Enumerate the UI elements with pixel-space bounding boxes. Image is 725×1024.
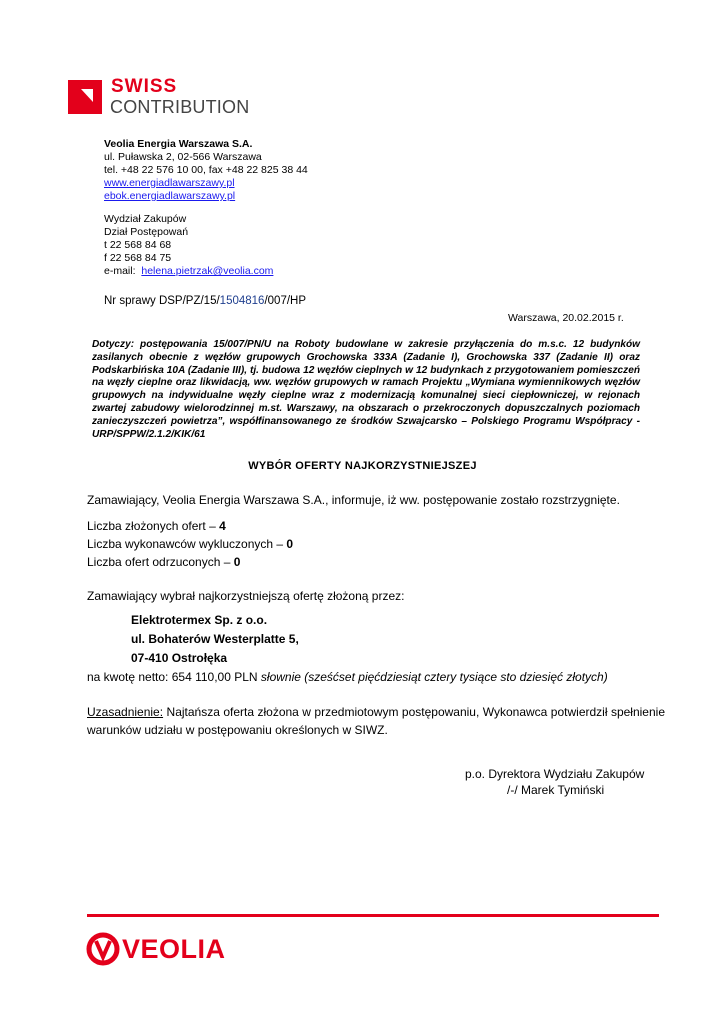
signature-title: p.o. Dyrektora Wydziału Zakupów [465,767,645,781]
count-offers: Liczba złożonych ofert – 4 [87,519,226,533]
ebok-link[interactable]: ebok.energiadlawarszawy.pl [104,190,236,202]
justification-text: Najtańsza oferta złożona w przedmiotowym postępowaniu, Wykonawca potwierdził spełnienie warunków udziału w postępowaniu określonych w SIWZ. [87,705,665,737]
company-name: Veolia Energia Warszawa S.A. [104,138,253,150]
company-street: ul. Puławska 2, 02-566 Warszawa [104,151,262,163]
case-suffix: /007/HP [264,295,307,307]
case-number [104,295,306,307]
footer-divider [87,914,659,917]
swiss-flag-icon [68,80,102,114]
case-number-value: 1504816 [219,295,265,307]
department-block [104,213,273,278]
amount-value: na kwotę netto: 654 110,00 PLN [87,670,261,684]
document-date: Warszawa, 20.02.2015 r. [508,312,624,324]
website-link[interactable]: www.energiadlawarszawy.pl [104,177,235,189]
selected-intro: Zamawiający wybrał najkorzystniejszą ofertę złożoną przez: [87,589,405,603]
amount-words: słownie (sześćset pięćdziesiąt cztery tysiące sto dziesięć złotych) [260,670,608,684]
intro-paragraph: Zamawiający, Veolia Energia Warszawa S.A., informuje, iż ww. postępowanie zostało rozstrzygnięte. [87,493,620,507]
case-prefix: Nr sprawy DSP/PZ/15/ [104,295,220,307]
veolia-logo-icon [85,931,121,972]
department-name: Wydział Zakupów [104,213,187,225]
sender-address [104,138,308,203]
logo-contribution-text: CONTRIBUTION [110,97,250,117]
department-fax: f 22 568 84 75 [104,252,172,264]
winner-block [131,611,299,668]
justification-label: Uzasadnienie: [87,705,164,719]
email-link[interactable]: helena.pietrzak@veolia.com [141,265,274,277]
winner-name: Elektrotermex Sp. z o.o. [131,613,268,627]
amount-line [87,668,608,686]
counts-list [87,517,293,571]
winner-street: ul. Bohaterów Westerplatte 5, [131,632,299,646]
justification-paragraph [87,703,665,739]
signature-name: /-/ Marek Tymiński [507,783,605,797]
logo-swiss-text: SWISS [111,76,178,97]
department-phone: t 22 568 84 68 [104,239,172,251]
document-heading: WYBÓR OFERTY NAJKORZYSTNIEJSZEJ [248,460,477,472]
email-label: e-mail: [104,265,136,277]
count-rejected: Liczba ofert odrzuconych – 0 [87,555,241,569]
veolia-logo-text: VEOLIA [122,934,226,964]
company-phone: tel. +48 22 576 10 00, fax +48 22 825 38 44 [104,164,308,176]
winner-city: 07-410 Ostrołęka [131,651,228,665]
division-name: Dział Postępowań [104,226,189,238]
signature-block [465,766,644,798]
count-excluded: Liczba wykonawców wykluczonych – 0 [87,537,294,551]
subject-paragraph: Dotyczy: postępowania 15/007/PN/U na Roboty budowlane w zakresie przyłączenia do m.s.c. 12 budynków zasilanych obecnie z węzłów grupowych Grochowska 333A (Zadanie I), Grochowska 337 (Zadanie II) oraz Podskarbińska 10A (Zadanie III), tj. budowa 12 węzłów cieplnych w 12 budynkach z przygotowaniem pomieszczeń na węzły cieplne oraz likwidacją, ww. węzłów grupowych w ramach Projektu „Wymiana wymiennikowych węzłów grupowych na indywidualne węzły cieplne wraz z modernizacją komunalnej sieci ciepłowniczej, w rejonach zwartej zabudowy wielorodzinnej m.st. Warszawy, na obszarach o przekroczonych dopuszczalnych poziomach zanieczyszczeń powietrza”, współfinansowanego ze środków Szwajcarsko – Polskiego Programu Współpracy - URP/SPPW/2.1.2/KIK/61 [92,339,640,440]
